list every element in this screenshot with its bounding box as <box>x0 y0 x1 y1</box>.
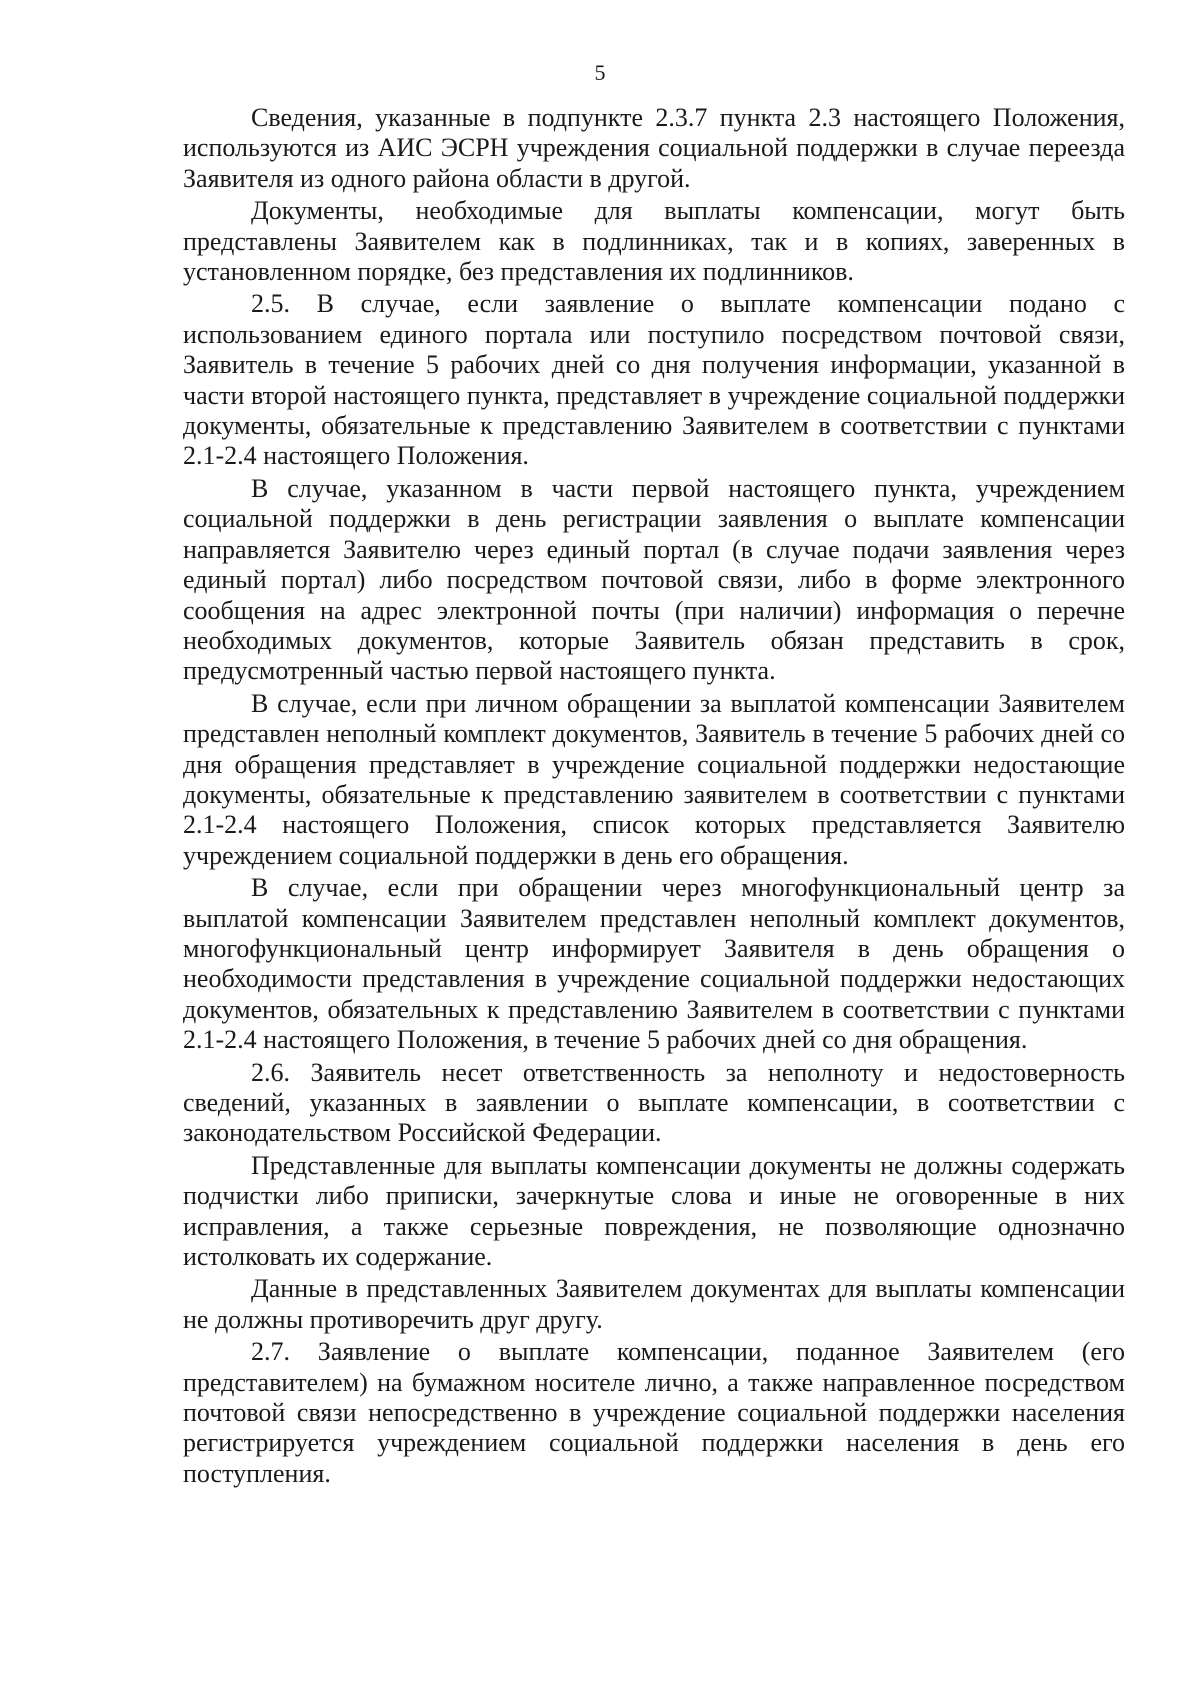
paragraph-2-7: 2.7. Заявление о выплате компенсации, поданное Заявителем (его представителем) на бумажном носителе лично, а также направленное посредством почтовой связи непосредственно в учреждение социальной поддержки населения регистрируется учреждением социальной поддержки населения в день его поступления. <box>183 1337 1125 1488</box>
paragraph-data-source: Сведения, указанные в подпункте 2.3.7 пункта 2.3 настоящего Положения, используются из АИС ЭСРН учреждения социальной поддержки в случае переезда Заявителя из одного района области в другой. <box>183 103 1125 193</box>
paragraph-2-5-personal-visit: В случае, если при личном обращении за выплатой компенсации Заявителем представлен неполный комплект документов, Заявитель в течение 5 рабочих дней со дня обращения представляет в учреждение социальной поддержки недостающие документы, обязательные к представлению заявителем в соответствии с пунктами 2.1-2.4 настоящего Положения, список которых представляется Заявителю учреждением социальной поддержки в день его обращения. <box>183 688 1125 870</box>
paragraph-2-6-document-requirements: Представленные для выплаты компенсации документы не должны содержать подчистки либо приписки, зачеркнутые слова и иные не оговоренные в них исправления, а также серьезные повреждения, не позволяющие однозначно истолковать их содержание. <box>183 1150 1125 1272</box>
paragraph-2-5: 2.5. В случае, если заявление о выплате компенсации подано с использованием единого портала или поступило посредством почтовой связи, Заявитель в течение 5 рабочих дней со дня получения информации, указанной в части второй настоящего пункта, представляет в учреждение социальной поддержки документы, обязательные к представлению Заявителем в соответствии с пунктами 2.1-2.4 настоящего Положения. <box>183 289 1125 471</box>
paragraph-document-copies: Документы, необходимые для выплаты компенсации, могут быть представлены Заявителем как в подлинниках, так и в копиях, заверенных в установленном порядке, без представления их подлинников. <box>183 196 1125 287</box>
document-body <box>183 103 1125 1489</box>
paragraph-2-5-notification: В случае, указанном в части первой настоящего пункта, учреждением социальной поддержки в день регистрации заявления о выплате компенсации направляется Заявителю через единый портал (в случае подачи заявления через единый портал) либо посредством почтовой связи, либо в форме электронного сообщения на адрес электронной почты (при наличии) информация о перечне необходимых документов, которые Заявитель обязан представить в срок, предусмотренный частью первой настоящего пункта. <box>183 473 1125 686</box>
page-number: 5 <box>594 60 606 85</box>
paragraph-2-6: 2.6. Заявитель несет ответственность за неполноту и недостоверность сведений, указанных в заявлении о выплате компенсации, в соответствии с законодательством Российской Федерации. <box>183 1057 1125 1148</box>
paragraph-2-5-mfc: В случае, если при обращении через многофункциональный центр за выплатой компенсации Заявителем представлен неполный комплект документов, многофункциональный центр информирует Заявителя в день обращения о необходимости представления в учреждение социальной поддержки недостающих документов, обязательных к представлению Заявителем в соответствии с пунктами 2.1-2.4 настоящего Положения, в течение 5 рабочих дней со дня обращения. <box>183 873 1125 1055</box>
paragraph-2-6-consistency: Данные в представленных Заявителем документах для выплаты компенсации не должны противоречить друг другу. <box>183 1274 1125 1334</box>
